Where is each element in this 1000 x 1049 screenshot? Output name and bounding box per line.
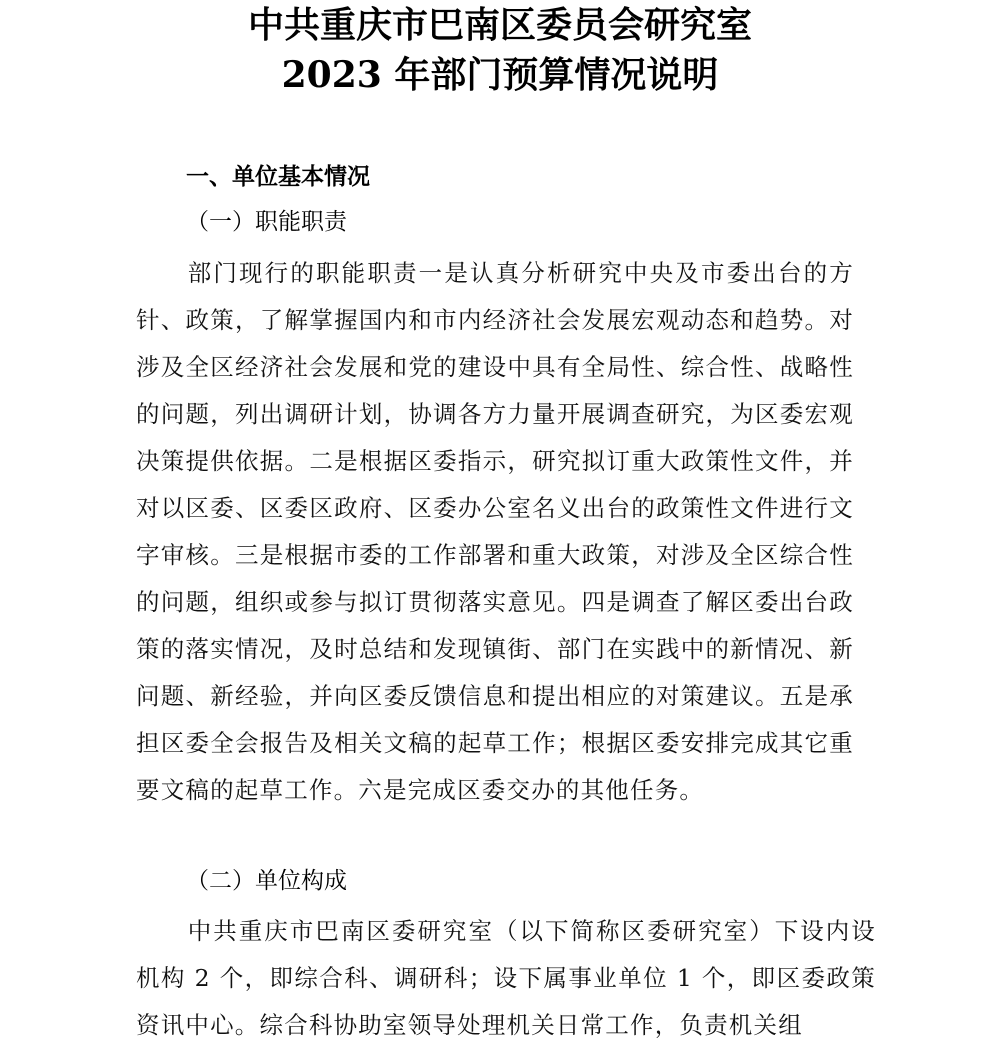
duties-paragraph: 部门现行的职能职责一是认真分析研究中央及市委出台的方针、政策，了解掌握国内和市内经济社会发展宏观动态和趋势。对涉及全区经济社会发展和党的建设中具有全局性、综合性、战略性的问题，列出调研计划，协调各方力量开展调查研究，为区委宏观决策提供依据。二是根据区委指示，研究拟订重大政策性文件，并对以区委、区委区政府、区委办公室名义出台的政策性文件进行文字审核。三是根据市委的工作部署和重大政策，对涉及全区综合性的问题，组织或参与拟订贯彻落实意见。四是调查了解区委出台政策的落实情况，及时总结和发现镇街、部门在实践中的新情况、新问题、新经验，并向区委反馈信息和提出相应的对策建议。五是承担区委全会报告及相关文稿的起草工作；根据区委安排完成其它重要文稿的起草工作。六是完成区委交办的其他任务。 bbox=[136, 259, 854, 804]
subsection-heading-composition: （二）单位构成 bbox=[186, 868, 347, 894]
document-title-line2: 2023 年部门预算情况说明 bbox=[281, 54, 719, 96]
subsection-heading-duties: （一）职能职责 bbox=[186, 209, 347, 235]
composition-paragraph: 中共重庆市巴南区委研究室（以下简称区委研究室）下设内设机构 2 个，即综合科、调研科；设下属事业单位 1 个，即区委政策资讯中心。综合科协助室领导处理机关日常工作，负责机关组 bbox=[136, 917, 876, 1039]
document-title-line1: 中共重庆市巴南区委员会研究室 bbox=[247, 4, 752, 46]
section-heading-basic-info: 一、单位基本情况 bbox=[186, 164, 370, 190]
